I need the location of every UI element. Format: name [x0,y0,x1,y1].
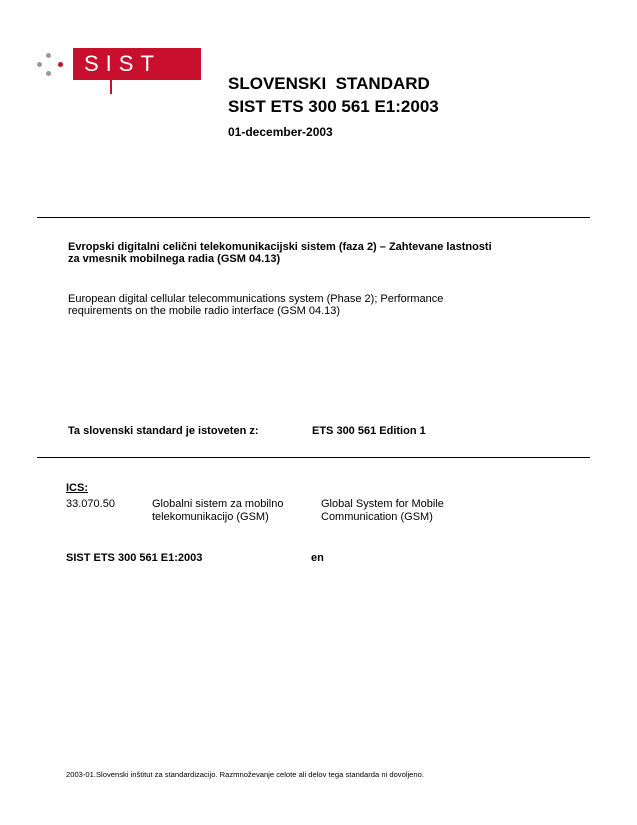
ics-code: 33.070.50 [66,498,115,510]
title-slovenian [68,241,568,265]
ics-en-line: Global System for Mobile [321,498,444,510]
identical-value: ETS 300 561 Edition 1 [312,425,426,437]
logo-dot [46,53,51,58]
title-english-line: requirements on the mobile radio interface (GSM 04.13) [68,305,341,317]
ics-sl-line: Globalni sistem za mobilno [152,498,284,510]
title-slovenian-line: za vmesnik mobilnega radia (GSM 04.13) [68,253,281,265]
identical-label: Ta slovenski standard je istoveten z: [68,425,259,437]
logo-dot-red [58,62,63,67]
logo-wordmark: SIST [84,51,161,76]
standard-id-heading: SIST ETS 300 561 E1:2003 [228,97,439,116]
copyright-footer: 2003-01.Slovenski inštitut za standardizacijo. Razmnoževanje celote ali delov tega standarda ni dovoljeno. [66,770,424,779]
ics-sl-line: telekomunikacijo (GSM) [152,511,269,523]
document-id: SIST ETS 300 561 E1:2003 [66,552,203,564]
logo-dot [37,62,42,67]
logo-dot [46,71,51,76]
ics-en-line: Communication (GSM) [321,511,433,523]
document-language: en [311,552,324,564]
standard-date: 01-december-2003 [228,125,333,139]
ics-description-sl [152,498,283,524]
title-english-line: European digital cellular telecommunications system (Phase 2); Performance [68,293,444,305]
divider [37,457,590,458]
standard-heading: SLOVENSKI STANDARD [228,74,430,93]
title-english [68,293,568,317]
ics-description-en [321,498,444,524]
divider [37,217,590,218]
sist-logo [36,48,166,94]
title-slovenian-line: Evropski digitalni celični telekomunikacijski sistem (faza 2) – Zahtevane lastnosti [68,241,492,253]
ics-heading: ICS: [66,482,88,494]
